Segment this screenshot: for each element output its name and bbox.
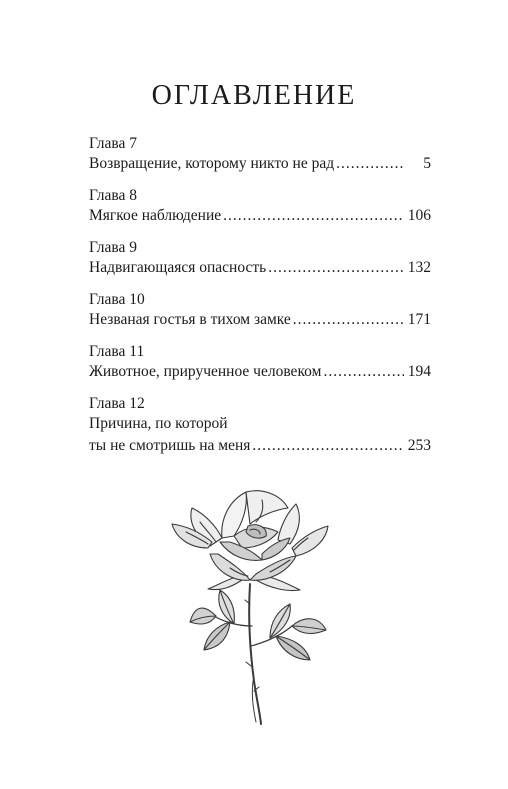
dot-leader — [223, 206, 404, 226]
toc-title-row — [89, 362, 431, 384]
chapter-title: ты не смотришь на меня — [89, 437, 251, 454]
chapter-title: Возвращение, которому никто не рад — [89, 155, 335, 172]
chapter-label: Глава 11 — [89, 343, 145, 360]
dot-leader — [323, 362, 404, 382]
chapter-title-line: Причина, по которой — [89, 415, 228, 432]
toc-entry-chapter-9[interactable] — [89, 238, 431, 280]
page-title: ОГЛАВЛЕНИЕ — [151, 80, 357, 111]
dot-leader — [293, 310, 404, 330]
dot-leader — [252, 436, 404, 456]
page-number: 106 — [407, 207, 431, 224]
dot-leader — [336, 154, 404, 174]
rose-icon — [150, 476, 360, 726]
chapter-label: Глава 8 — [89, 187, 138, 204]
page-number: 253 — [407, 437, 431, 454]
chapter-label: Глава 9 — [89, 239, 138, 256]
page-number: 194 — [407, 363, 431, 380]
page-number: 132 — [407, 259, 431, 276]
chapter-title: Животное, прирученное человеком — [89, 363, 322, 380]
toc-entry-chapter-11[interactable] — [89, 342, 431, 384]
page-number: 171 — [407, 311, 431, 328]
chapter-label: Глава 7 — [89, 135, 138, 152]
toc-title-row — [89, 206, 431, 228]
chapter-title: Мягкое наблюдение — [89, 207, 222, 224]
chapter-title: Надвигающаяся опасность — [89, 259, 267, 276]
chapter-title: Незваная гостья в тихом замке — [89, 311, 291, 328]
chapter-label: Глава 10 — [89, 291, 145, 308]
chapter-label: Глава 12 — [89, 395, 145, 412]
dot-leader — [268, 258, 404, 278]
toc-title-row — [89, 258, 431, 280]
toc-entry-chapter-12[interactable] — [89, 394, 431, 458]
toc-title-row — [89, 310, 431, 332]
page-number: 5 — [423, 155, 431, 172]
toc-title-row — [89, 436, 431, 458]
toc-entry-chapter-7[interactable] — [89, 134, 431, 176]
toc-entry-chapter-8[interactable] — [89, 186, 431, 228]
toc-entry-chapter-10[interactable] — [89, 290, 431, 332]
toc-title-row — [89, 154, 431, 176]
